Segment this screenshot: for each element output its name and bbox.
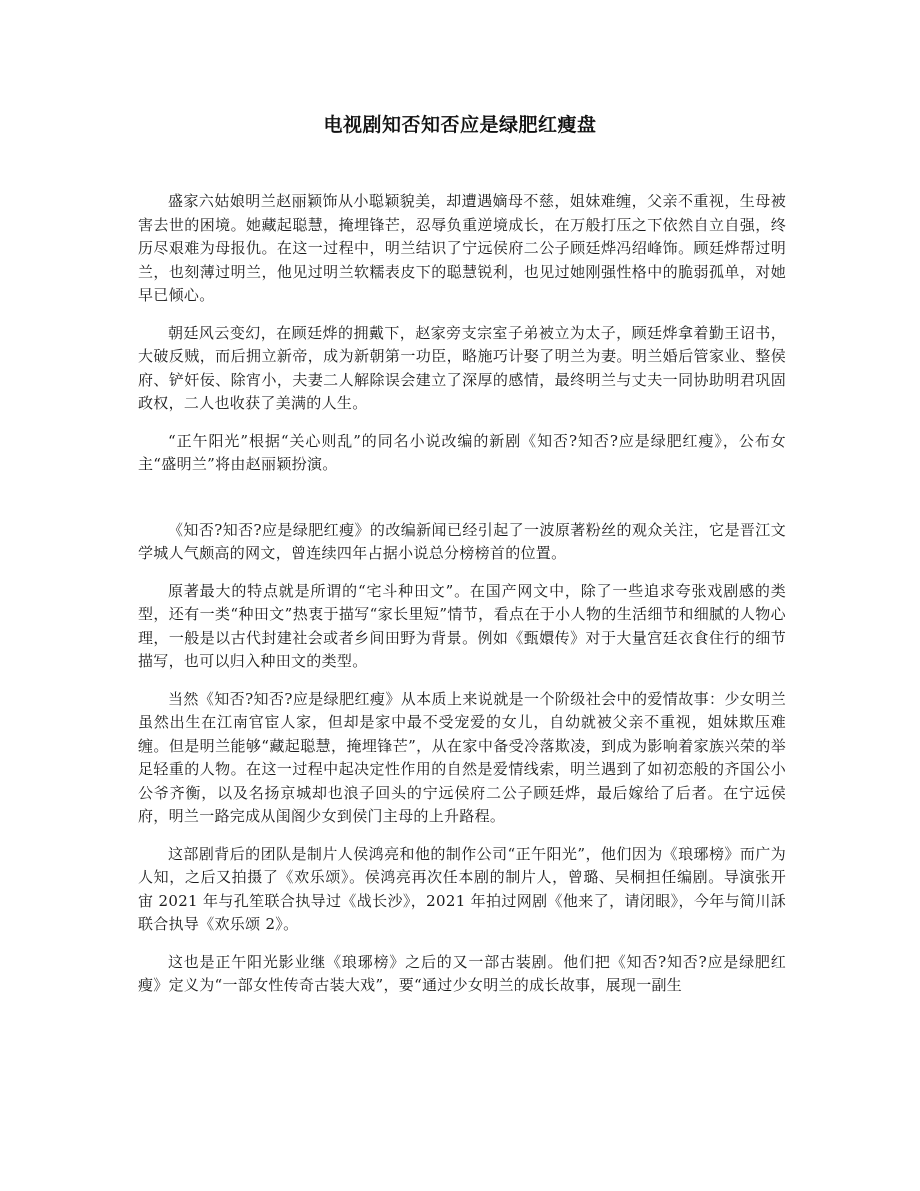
document-body [138,190,786,1012]
document-title: 电视剧知否知否应是绿肥红瘦盘 [323,114,597,136]
paragraph: 这部剧背后的团队是制片人侯鸿亮和他的制作公司“正午阳光”，他们因为《琅琊榜》而广为人知，之后又拍摄了《欢乐颂》。侯鸿亮再次任本剧的制片人，曾璐、吴桐担任编剧。导演张开宙 2021 年与孔笙联合执导过《战长沙》，2021 年拍过网剧《他来了，请闭眼》，今年与简川訸联合执导《欢乐颂 2》。 [138,844,786,933]
paragraph: 当然《知否?知否?应是绿肥红瘦》从本质上来说就是一个阶级社会中的爱情故事：少女明兰虽然出生在江南官宦人家，但却是家中最不受宠爱的女儿，自幼就被父亲不重视，姐妹欺压难缠。但是明兰能够“藏起聪慧，掩埋锋芒”，从在家中备受冷落欺凌，到成为影响着家族兴荣的举足轻重的人物。在这一过程中起决定性作用的自然是爱情线索，明兰遇到了如初恋般的齐国公小公爷齐衡，以及名扬京城却也浪子回头的宁远侯府二公子顾廷烨，最后嫁给了后者。在宁远侯府，明兰一路完成从闺阁少女到侯门主母的上升路程。 [138,689,786,825]
paragraph: 朝廷风云变幻，在顾廷烨的拥戴下，赵家旁支宗室子弟被立为太子，顾廷烨拿着勤王诏书，大破反贼，而后拥立新帝，成为新朝第一功臣，略施巧计娶了明兰为妻。明兰婚后管家业、整侯府、铲奸佞、除宵小，夫妻二人解除误会建立了深厚的感情，最终明兰与丈夫一同协助明君巩固政权，二人也收获了美满的人生。 [138,323,786,412]
paragraph: 盛家六姑娘明兰赵丽颖饰从小聪颖貌美，却遭遇嫡母不慈，姐妹难缠，父亲不重视，生母被害去世的困境。她藏起聪慧，掩埋锋芒，忍辱负重逆境成长，在万般打压之下依然自立自强，终历尽艰难为母报仇。在这一过程中，明兰结识了宁远侯府二公子顾廷烨冯绍峰饰。顾廷烨帮过明兰，也刻薄过明兰，他见过明兰软糯表皮下的聪慧锐利，也见过她刚强性格中的脆弱孤单，对她早已倾心。 [138,192,786,304]
paragraph: 这也是正午阳光影业继《琅琊榜》之后的又一部古装剧。他们把《知否?知否?应是绿肥红瘦》定义为“一部女性传奇古装大戏”，要“通过少女明兰的成长故事，展现一副生 [138,952,786,994]
paragraph: “正午阳光”根据“关心则乱”的同名小说改编的新剧《知否?知否?应是绿肥红瘦》，公布女主“盛明兰”将由赵丽颖扮演。 [138,431,786,473]
paragraph: 《知否?知否?应是绿肥红瘦》的改编新闻已经引起了一波原著粉丝的观众关注，它是晋江文学城人气颇高的网文，曾连续四年占据小说总分榜榜首的位置。 [138,520,786,562]
paragraph: 原著最大的特点就是所谓的“宅斗种田文”。在国产网文中，除了一些追求夸张戏剧感的类型，还有一类“种田文”热衷于描写“家长里短”情节，看点在于小人物的生活细节和细腻的人物心理，一般是以古代封建社会或者乡间田野为背景。例如《甄嬛传》对于大量宫廷衣食住行的细节描写，也可以归入种田文的类型。 [138,581,786,670]
